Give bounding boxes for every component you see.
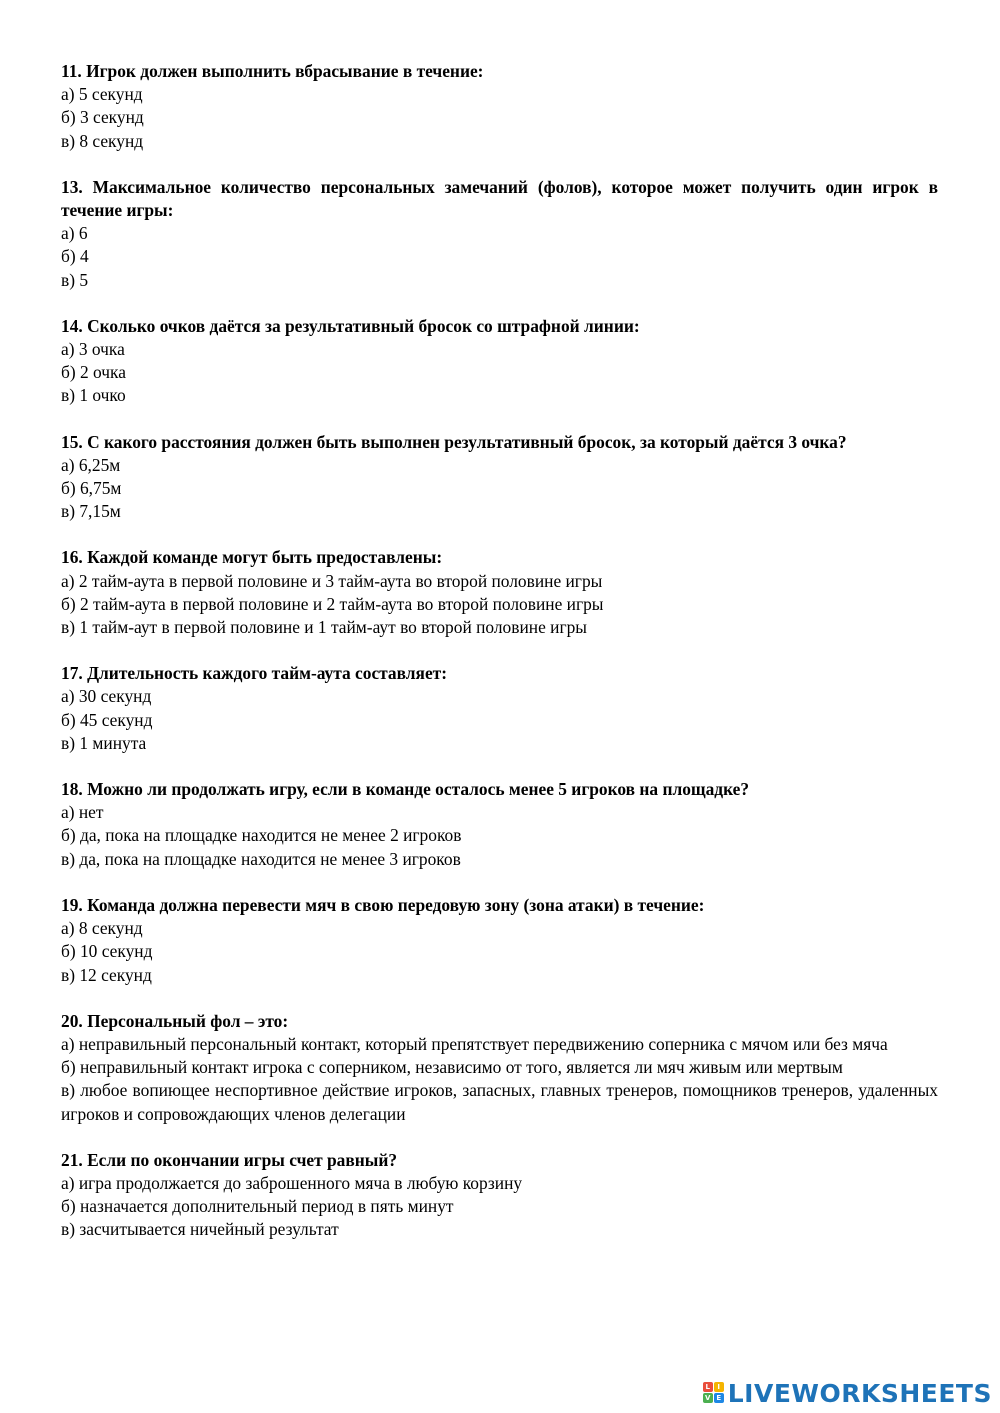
answer-option: а) 3 очка xyxy=(61,339,125,360)
answer-option: б) 45 секунд xyxy=(61,709,153,730)
question-title: 13. Максимальное количество персональных замечаний (фолов), которое может получить один игрок в течение игры: xyxy=(61,176,938,221)
question-8 xyxy=(61,894,938,987)
logo-mark-tile: I xyxy=(714,1382,724,1392)
question-title: 18. Можно ли продолжать игру, если в команде осталось менее 5 игроков на площадке? xyxy=(61,779,750,800)
question-title: 17. Длительность каждого тайм-аута составляет: xyxy=(61,663,447,684)
logo-mark-tile: E xyxy=(714,1393,724,1403)
question-title: 19. Команда должна перевести мяч в свою передовую зону (зона атаки) в течение: xyxy=(61,894,705,915)
question-10 xyxy=(61,1149,938,1242)
answer-option: б) 6,75м xyxy=(61,478,122,499)
answer-option: в) да, пока на площадке находится не менее 3 игроков xyxy=(61,848,461,869)
question-6 xyxy=(61,662,938,755)
answer-option: а) 6 xyxy=(61,223,88,244)
question-5 xyxy=(61,546,938,639)
answer-option: б) да, пока на площадке находится не менее 2 игроков xyxy=(61,825,462,846)
logo-text: LIVEWORKSHEETS xyxy=(727,1378,992,1408)
answer-option: а) 2 тайм-аута в первой половине и 3 тайм-аута во второй половине игры xyxy=(61,570,603,591)
question-1 xyxy=(61,60,938,153)
answer-option: б) 4 xyxy=(61,246,89,267)
answer-option: в) 8 секунд xyxy=(61,130,144,151)
answer-option: б) неправильный контакт игрока с соперником, независимо от того, является ли мяч живым или мертвым xyxy=(61,1057,843,1078)
answer-option: в) засчитывается ничейный результат xyxy=(61,1219,339,1240)
answer-option: в) 5 xyxy=(61,269,89,290)
liveworksheets-logo-icon xyxy=(703,1382,725,1404)
question-3 xyxy=(61,315,938,408)
answer-option: б) 2 тайм-аута в первой половине и 2 тайм-аута во второй половине игры xyxy=(61,593,604,614)
question-title: 20. Персональный фол – это: xyxy=(61,1010,289,1031)
answer-option: в) 7,15м xyxy=(61,501,121,522)
answer-option: а) неправильный персональный контакт, который препятствует передвижению соперника с мячом или без мяча xyxy=(61,1033,888,1054)
worksheet xyxy=(61,60,938,1265)
logo-mark-tile: V xyxy=(703,1393,713,1403)
question-2 xyxy=(61,176,938,292)
answer-option: в) 1 тайм-аут в первой половине и 1 тайм-аут во второй половине игры xyxy=(61,617,587,638)
question-4 xyxy=(61,431,938,524)
answer-option: а) 5 секунд xyxy=(61,84,143,105)
answer-option: б) 2 очка xyxy=(61,362,126,383)
logo-mark-tile: L xyxy=(703,1382,713,1392)
question-title: 11. Игрок должен выполнить вбрасывание в течение: xyxy=(61,61,484,81)
answer-option: а) нет xyxy=(61,802,104,823)
answer-option: б) 10 секунд xyxy=(61,941,153,962)
answer-option: а) игра продолжается до заброшенного мяча в любую корзину xyxy=(61,1172,523,1193)
question-title: 21. Если по окончании игры счет равный? xyxy=(61,1149,398,1170)
question-title: 15. С какого расстояния должен быть выполнен результативный бросок, за который даётся 3 очка? xyxy=(61,431,847,452)
question-9 xyxy=(61,1010,938,1126)
question-title: 16. Каждой команде могут быть предоставлены: xyxy=(61,547,443,568)
answer-option: а) 8 секунд xyxy=(61,918,143,939)
question-7 xyxy=(61,778,938,871)
answer-option: в) 12 секунд xyxy=(61,964,152,985)
answer-option: а) 6,25м xyxy=(61,454,121,475)
question-title: 14. Сколько очков даётся за результативный бросок со штрафной линии: xyxy=(61,315,640,336)
liveworksheets-logo xyxy=(703,1378,992,1408)
answer-option: в) любое вопиющее неспортивное действие игроков, запасных, главных тренеров, помощников тренеров, удаленных игроков и сопровождающих членов делегации xyxy=(61,1080,938,1124)
answer-option: в) 1 минута xyxy=(61,732,147,753)
answer-option: б) 3 секунд xyxy=(61,107,144,128)
answer-option: б) назначается дополнительный период в пять минут xyxy=(61,1196,454,1217)
answer-option: а) 30 секунд xyxy=(61,686,152,707)
answer-option: в) 1 очко xyxy=(61,385,126,406)
